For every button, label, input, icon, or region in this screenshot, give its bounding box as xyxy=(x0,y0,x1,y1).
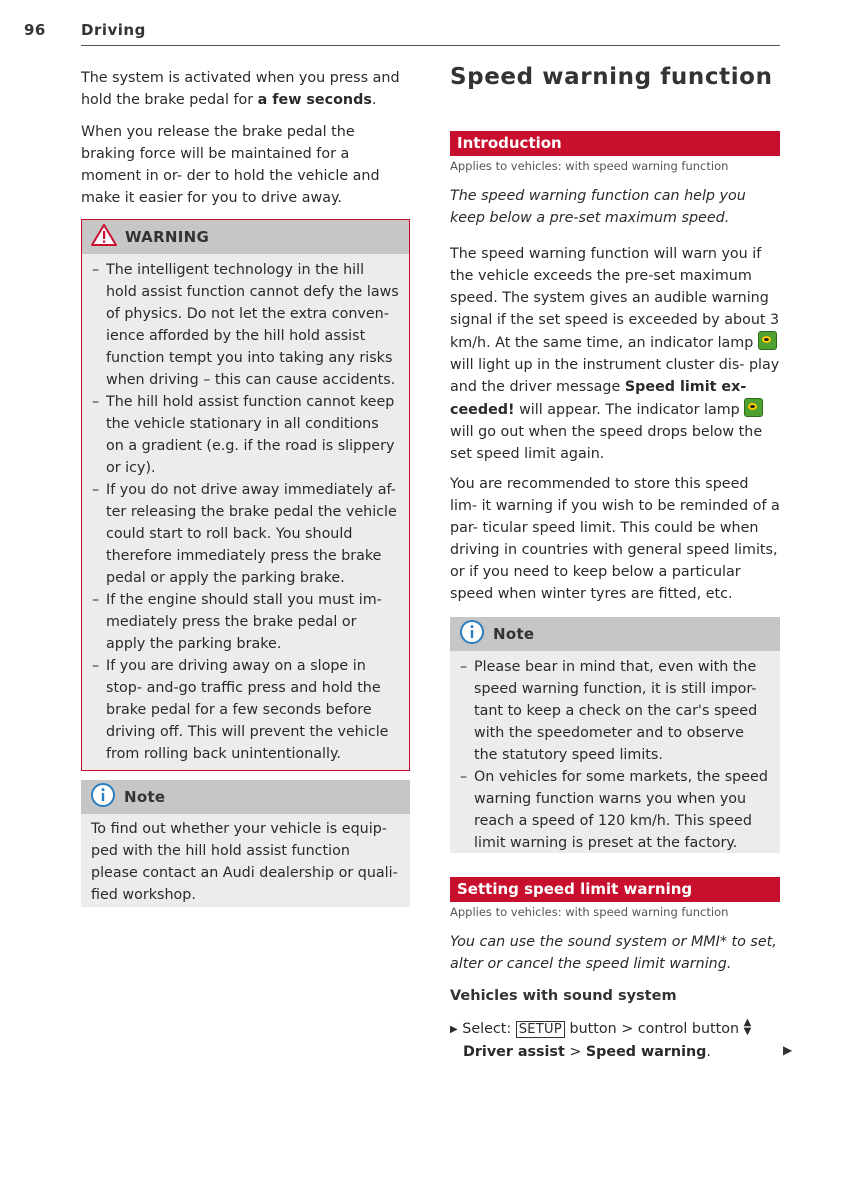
speed-warning-lamp-icon xyxy=(758,331,777,350)
step-mid: button > control button xyxy=(569,1021,740,1037)
right-note-item-1: – Please bear in mind that, even with the speed warning function, it is still impor- tant to keep a check on the car's speed with the speedometer and to observe the statutory speed limits. xyxy=(460,656,770,766)
subheading-sound-system: Vehicles with sound system xyxy=(450,988,677,1004)
driver-message: Speed limit ex- ceeded! xyxy=(450,379,747,418)
left-note-header xyxy=(81,780,410,814)
step-sep: > xyxy=(564,1044,586,1060)
step-instruction xyxy=(450,1018,780,1063)
right-paragraph-2: You are recommended to store this speed lim- it warning if you wish to be reminded of a par- ticular speed limit. This could be when driving in countries with general speed limits, or if you need to keep below a particular speed when winter tyres are fitted, etc. xyxy=(450,476,780,602)
step-speed-warning: Speed warning xyxy=(585,1044,707,1060)
right-p1-c: will appear. The indicator lamp xyxy=(519,402,740,418)
warning-box xyxy=(81,219,410,771)
warning-item-2: – The hill hold assist function cannot keep the vehicle stationary in all conditions on a gradient (e.g. if the road is slippery or icy). xyxy=(92,391,399,479)
section-title: Speed warning function xyxy=(450,64,773,90)
right-note-box xyxy=(450,617,780,853)
setting-heading-bar: Setting speed limit warning xyxy=(450,877,780,902)
step-driver-assist: Driver assist xyxy=(463,1044,565,1060)
chapter-title: Driving xyxy=(81,21,146,39)
left-note-text: To find out whether your vehicle is equip- ped with the hill hold assist function please contact an Audi dealership or quali- fied workshop. xyxy=(91,821,398,903)
warning-list xyxy=(92,259,399,765)
continue-arrow-icon: ▶ xyxy=(783,1043,793,1057)
left-note-title: Note xyxy=(124,788,166,806)
step-prefix: Select: xyxy=(462,1021,512,1037)
warning-item-5: – If you are driving away on a slope in stop- and-go traffic press and hold the brake pedal for a few seconds before driving off. This will prevent the vehicle from rolling back unintentionally. xyxy=(92,655,399,765)
intro-italic: The speed warning function can help you keep below a pre-set maximum speed. xyxy=(450,188,746,226)
applies-to-1: Applies to vehicles: with speed warning function xyxy=(450,159,729,173)
step-continuation xyxy=(450,1044,711,1060)
right-p1-b: will light up in the instrument cluster dis- play and the driver message xyxy=(450,357,780,395)
warning-title: WARNING xyxy=(125,228,210,246)
setting-italic: You can use the sound system or MMI* to set, alter or cancel the speed limit warning. xyxy=(450,934,777,972)
right-paragraph-1 xyxy=(450,243,780,465)
right-p1-d: will go out when the speed drops below the set speed limit again. xyxy=(450,424,763,462)
info-circle-icon xyxy=(90,782,116,812)
left-note-body xyxy=(81,814,410,906)
right-note-item-2: – On vehicles for some markets, the speed warning function warns you when you reach a speed of 120 km/h. This speed limit warning is preset at the factory. xyxy=(460,766,770,854)
page-number: 96 xyxy=(24,21,46,39)
intro-heading-bar: Introduction xyxy=(450,131,780,156)
left-p1-bold: a few seconds xyxy=(257,92,372,108)
warning-item-4: – If the engine should stall you must im- mediately press the brake pedal or apply the parking brake. xyxy=(92,589,399,655)
warning-header xyxy=(82,220,409,254)
left-paragraph-2: When you release the brake pedal the braking force will be maintained for a moment in or- der to hold the vehicle and make it easier for you to drive away. xyxy=(81,124,380,206)
speed-warning-lamp-icon xyxy=(744,398,763,417)
left-paragraph-1 xyxy=(81,67,410,111)
right-note-header xyxy=(450,617,780,651)
warning-body xyxy=(82,254,409,765)
warning-item-3: – If you do not drive away immediately af- ter releasing the brake pedal the vehicle could start to roll back. You should therefore immediately press the brake pedal or apply the parking brake. xyxy=(92,479,399,589)
applies-to-2: Applies to vehicles: with speed warning function xyxy=(450,905,729,919)
warning-item-1: – The intelligent technology in the hill hold assist function cannot defy the laws of physics. Do not let the extra conven- ience afforded by the hill hold assist function tempt you into taking any risks when driving – this can cause accidents. xyxy=(92,259,399,391)
warning-triangle-icon xyxy=(91,224,117,250)
info-circle-icon xyxy=(459,619,485,649)
left-p1-text-a: The system is activated when you press and hold the brake pedal for xyxy=(81,70,400,108)
right-note-body xyxy=(450,651,780,854)
header-rule xyxy=(81,45,780,46)
step-end: . xyxy=(706,1044,711,1060)
left-p1-text-c: . xyxy=(371,92,377,108)
up-down-arrows-icon: ▲ ▼ xyxy=(743,1017,752,1037)
right-note-title: Note xyxy=(493,625,535,643)
step-bullet-icon: ▶ xyxy=(450,1024,458,1035)
right-p1-a: The speed warning function will warn you if the vehicle exceeds the pre-set maximum speed. The system gives an audible warning signal if the set speed is exceeded by about 3 km/h. At the same time, an indicator lamp xyxy=(450,246,780,351)
setup-key: SETUP xyxy=(516,1021,565,1038)
right-note-list xyxy=(460,656,770,854)
left-note-box xyxy=(81,780,410,907)
